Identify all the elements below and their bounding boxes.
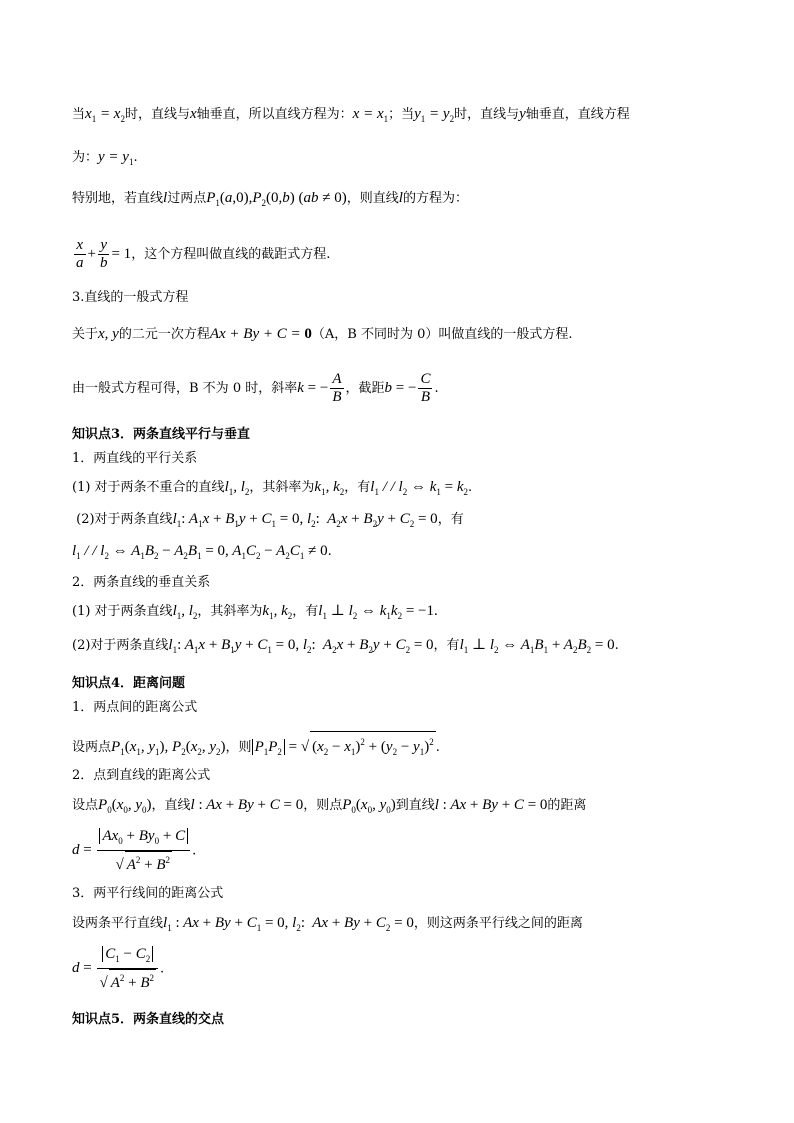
section-heading: 知识点5．两条直线的交点 [72,1012,225,1027]
paragraph-line: 设两点$P_1(x_1$, $y_1$), $P_2(x_2$, $y_2$)，则 $P_1P_2$ = √ $(x_2 - x_1)^2 + (y_2 - y_1)^2$ . [72,731,732,762]
paragraph-line: (2)对于两条直线$l_1$: $A_1x + B_1y + C_1 = 0$, $l_2$: $A_2x + B_2y + C_2 = 0$，有$l_1$ ⊥ $l_2$ ⇔ $A_1B_1 + A_2B_2 = 0$. [72,637,619,655]
section-heading: 知识点3．两条直线平行与垂直 [72,427,251,442]
paragraph-line: 关于x, y的二元一次方程Ax + By + C = 0（A，B 不同时为 0）叫做直线的一般式方程. [72,326,573,342]
section-heading: 知识点4．距离问题 [72,676,186,691]
paragraph-line: (1) 对于两条直线$l_1$, $l_2$，其斜率为$k_1$, $k_2$，有$l_1$ ⊥ $l_2$ ⇔ $k_1k_2 = -1$. [72,603,438,621]
subheading: 1．两点间的距离公式 [72,700,198,715]
paragraph-line: 当$x_1 = x_2$时，直线与x轴垂直，所以直线方程为：$x = x_1$；当$y_1 = y_2$时，直线与y轴垂直，直线方程 [72,106,630,124]
section-heading: 3.直线的一般式方程 [72,290,189,305]
subheading: 1．两直线的平行关系 [72,451,198,466]
paragraph-line: 特别地，若直线l过两点$P_1(a,0),P_2(0,b) (ab \ne 0)$，则直线l的方程为： [72,190,468,208]
paragraph-line: 设两条平行直线$l_1$ : $Ax + By + C_1 = 0$, $l_2$: $Ax + By + C_2 = 0$，则这两条平行线之间的距离 [72,915,583,933]
paragraph-line: (1) 对于两条不重合的直线$l_1$, $l_2$，其斜率为$k_1$, $k_2$，有$l_1$ / / $l_2$ ⇔ $k_1 = k_2$. [72,479,473,497]
subheading: 2．两条直线的垂直关系 [72,575,211,590]
paragraph-line: 为：$y = y_1$. [72,149,138,167]
subheading: 3．两平行线间的距离公式 [72,886,224,901]
subheading: 2．点到直线的距离公式 [72,768,211,783]
math: $x_1 = x_2$ [85,106,125,124]
formula-line: d = $\frac{Ax_0 + By_0 + C}{√ A^2 + B^2}$ . [72,828,197,873]
paragraph-line: $l_1$ / / $l_2$ ⇔ $A_1B_2 - A_2B_1 = 0$, $A_1C_2 - A_2C_1 \ne 0$. [72,543,332,561]
paragraph-line: $\frac{x}{a}$ + $\frac{y}{b}$ = 1，这个方程叫做直线的截距式方程. [76,237,331,272]
formula-line: d = $\frac{C_1 - C_2}{√ A^2 + B^2}$ . [72,946,165,991]
paragraph-line: 由一般式方程可得，B 不为 0 时，斜率k = − $\frac{A}{B}$ ，截距b = − $\frac{C}{B}$ . [72,371,439,406]
paragraph-line: 设点$P_0(x_0$, $y_0$)，直线l : Ax + By + C = 0，则点$P_0(x_0$, $y_0$)到直线l : Ax + By + C = 0的距离 [72,797,587,815]
paragraph-line: (2)对于两条直线$l_1$: $A_1x + B_1y + C_1 = 0$, $l_2$: $A_2x + B_2y + C_2 = 0$，有 [76,511,464,529]
